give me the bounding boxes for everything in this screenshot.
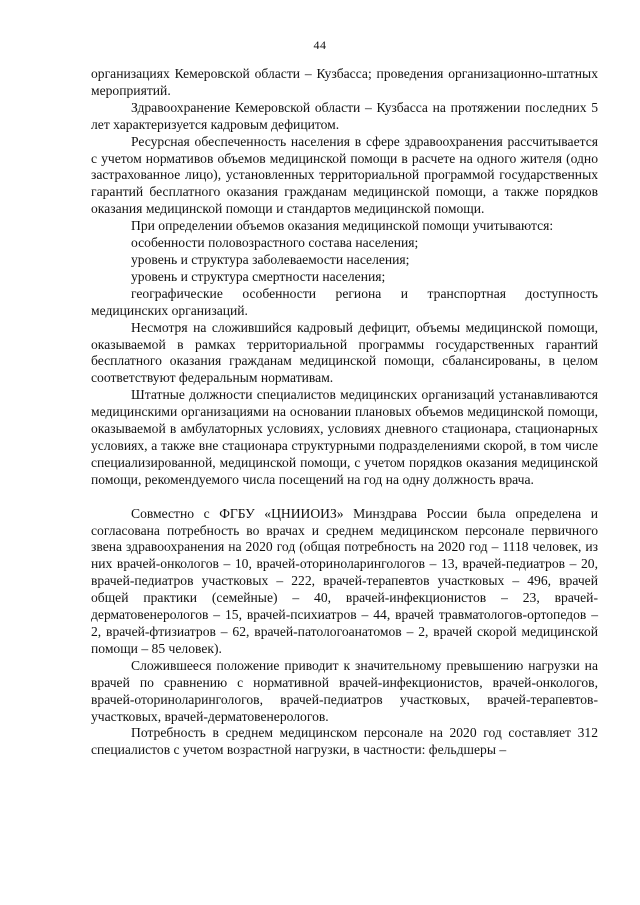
paragraph: уровень и структура смертности населения; [131, 268, 386, 284]
paragraph: Потребность в среднем медицинском персонале на 2020 год составляет 312 специалистов с учетом возрастной нагрузки, в частности: фельдшеры – [91, 725, 598, 758]
paragraph: При определении объемов оказания медицинской помощи учитываются: [131, 218, 554, 234]
paragraph: Совместно с ФГБУ «ЦНИИОИЗ» Минздрава России была определена и согласована потребность во врачах и среднем медицинском персонале первичного звена здравоохранения на 2020 год (общая потребность на 2020 год – 1118 человек, из них врачей-онкологов – 10, врачей-оториноларингологов – 13, врачей-педиатров – 20, врачей-педиатров участковых – 222, врачей-терапевтов участковых – 496, врачей общей практики (семейные) – 40, врачей-инфекционистов – 23, врачей-дерматовенерологов – 15, врачей-психиатров – 44, врачей травматологов-ортопедов – 2, врачей-фтизиатров – 62, врачей-патологоанатомов – 2, врачей скорой медицинской помощи – 85 человек). [91, 505, 598, 656]
paragraph: Здравоохранение Кемеровской области – Кузбасса на протяжении последних 5 лет характеризуется кадровым дефицитом. [91, 99, 598, 132]
paragraph: географические особенности региона и транспортная доступность медицинских организаций. [91, 285, 598, 318]
paragraph: организациях Кемеровской области – Кузбасса; проведения организационно-штатных мероприятий. [91, 66, 598, 98]
document-body [91, 66, 598, 759]
paragraph: Сложившееся положение приводит к значительному превышению нагрузки на врачей по сравнению с нормативной врачей-инфекционистов, врачей-онкологов, врачей-оториноларингологов, врачей-педиатров участковых, врачей-терапевтов-участковых, врачей-дерматовенерологов. [91, 657, 598, 724]
paragraph: Штатные должности специалистов медицинских организаций устанавливаются медицинскими организациями на основании плановых объемов медицинской помощи, оказываемой в амбулаторных условиях, условиях дневного стационара, стационарных условиях, а также вне стационара структурными подразделениями скорой, в том числе специализированной, медицинской помощи, с учетом порядков оказания медицинской помощи, рекомендуемого числа посещений на год на одну должность врача. [91, 387, 598, 487]
paragraph: Несмотря на сложившийся кадровый дефицит, объемы медицинской помощи, оказываемой в рамках территориальной программы государственных гарантий бесплатного оказания гражданам медицинской помощи, сбалансированы, в целом соответствуют федеральным нормативам. [91, 319, 598, 386]
page-number: 44 [313, 38, 327, 52]
paragraph: уровень и структура заболеваемости населения; [131, 251, 410, 267]
paragraph: особенности половозрастного состава населения; [131, 235, 419, 251]
paragraph: Ресурсная обеспеченность населения в сфере здравоохранения рассчитывается с учетом нормативов объемов медицинской помощи в расчете на одного жителя (одно застрахованное лицо), установленных территориальной программой государственных гарантий бесплатного оказания гражданам медицинской помощи, а также порядков оказания медицинской помощи и стандартов медицинской помощи. [91, 133, 598, 217]
